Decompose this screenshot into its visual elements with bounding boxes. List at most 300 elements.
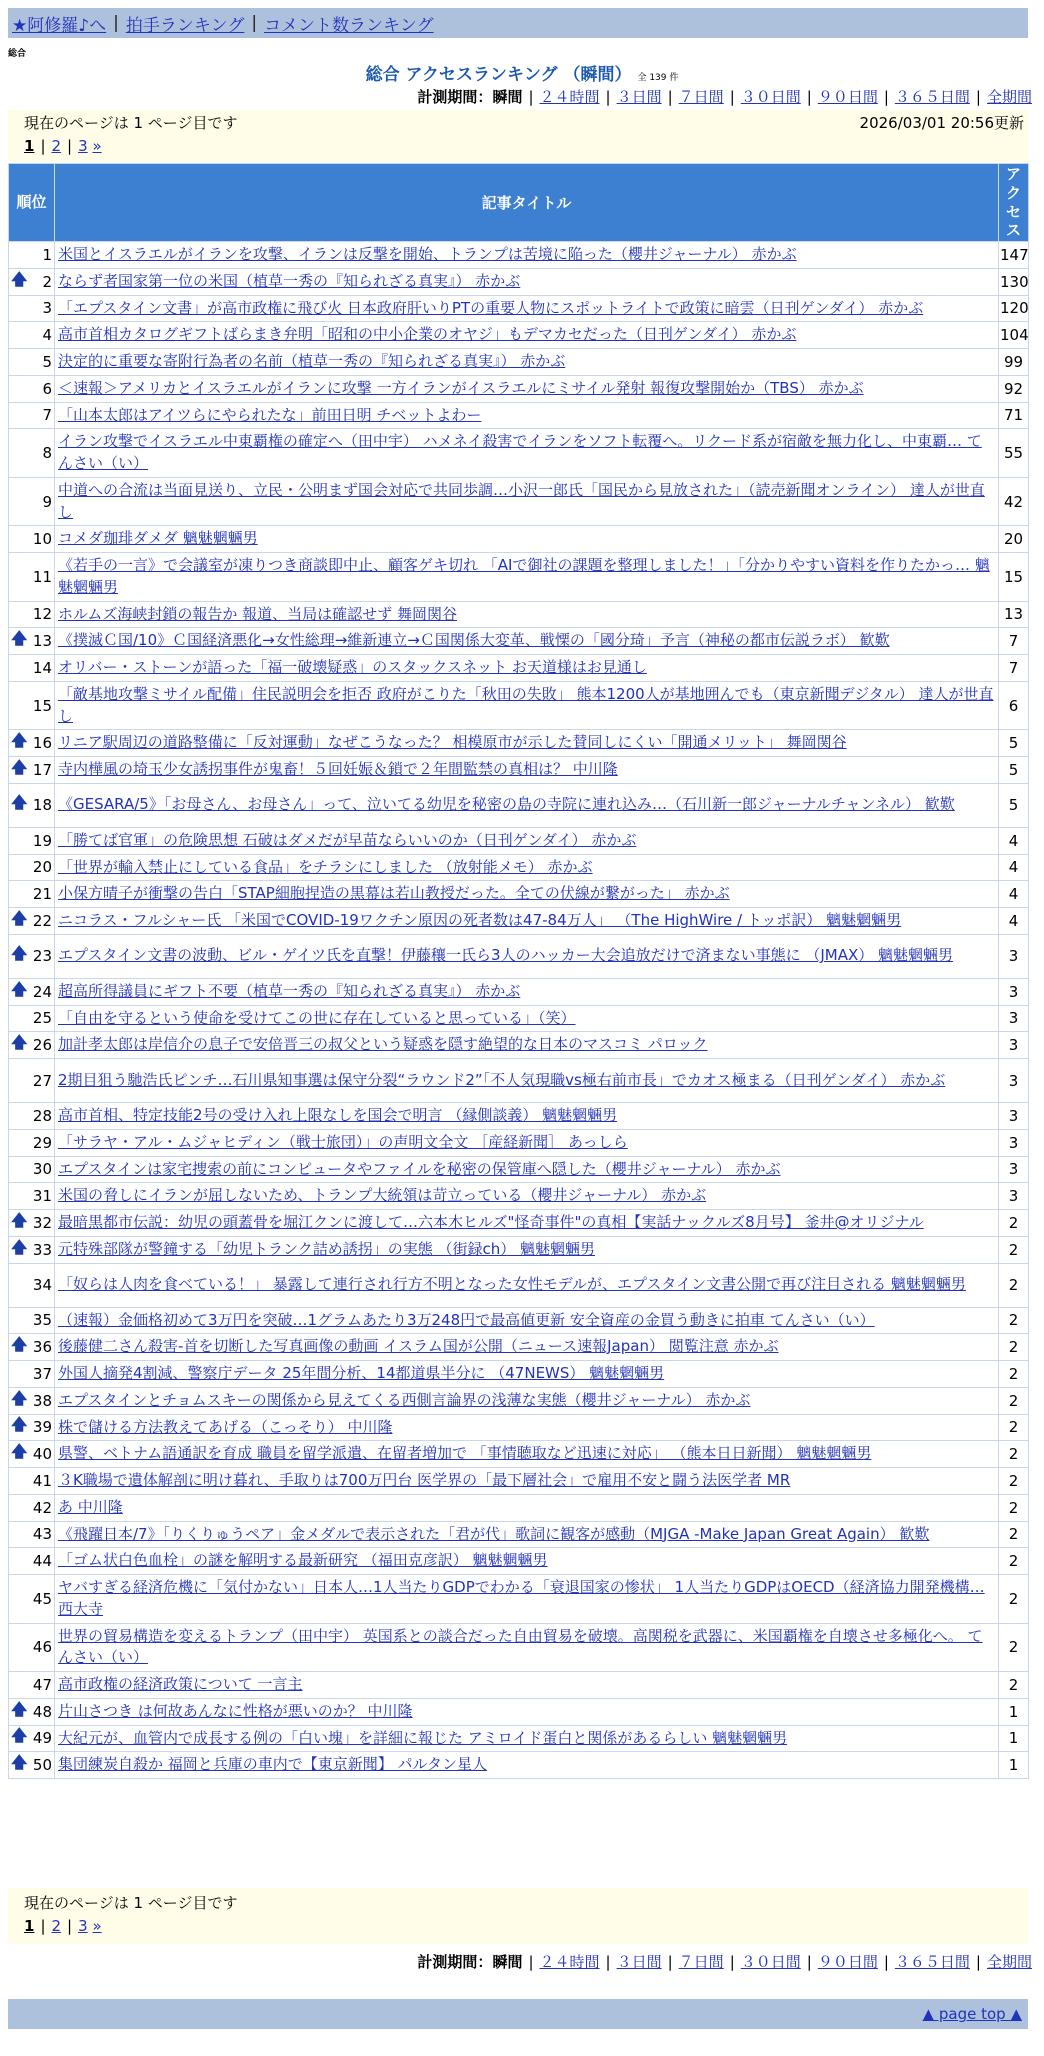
access-count: 3 (999, 934, 1029, 978)
period-link[interactable]: ７日間 (678, 1953, 724, 1971)
period-current: 瞬間 (492, 1953, 523, 1971)
access-count: 5 (999, 757, 1029, 784)
access-count: 2 (999, 1210, 1029, 1237)
ranking-row (9, 1307, 1029, 1334)
pager-link[interactable]: 2 (51, 137, 62, 155)
page-status-text: 現在のページは 1 ページ目です (24, 114, 238, 132)
period-separator: | (528, 88, 534, 106)
title-cell (55, 1387, 999, 1414)
access-count: 147 (999, 242, 1029, 269)
article-link[interactable]: リニア駅周辺の道路整備に「反対運動」なぜこうなった？ 相模原市が示した賛同しにくい「開通メリット」 舞岡関谷 (58, 733, 847, 752)
rank-number: 35 (32, 1311, 52, 1330)
access-count: 4 (999, 881, 1029, 908)
access-count: 3 (999, 1156, 1029, 1183)
article-link[interactable]: 決定的に重要な寄附行為者の名前（植草一秀の『知られざる真実』） 赤かぶ (58, 352, 566, 370)
ranking-row (9, 655, 1029, 682)
access-count: 130 (999, 268, 1029, 295)
rank-cell (9, 1752, 55, 1779)
article-link[interactable]: 株で儲ける方法教えてあげる（こっそり） 中川隆 (58, 1417, 393, 1436)
article-link[interactable]: 米国の脅しにイランが屈しないため、トランプ大統領は苛立っている（櫻井ジャーナル） 赤かぶ (58, 1186, 707, 1205)
article-link[interactable]: イラン攻撃でイスラエル中東覇権の確定へ（田中宇） ハメネイ殺害でイランをソフト転覆へ。リクード系が宿敵を無力化し、中東覇… てんさい（い） (58, 432, 982, 472)
article-link[interactable]: 高市首相、特定技能2号の受け入れ上限なしを国会で明言 （縁側談義） 魑魅魍魎男 (58, 1106, 618, 1124)
article-link[interactable]: オリバー・ストーンが語った「福一破壊疑惑」のスタックスネット お天道様はお見通し (58, 658, 647, 676)
article-link[interactable]: 中道への合流は当面見送り、立民・公明まず国会対応で共同歩調…小沢一郎氏「国民から見放された」（読売新聞オンライン） 達人が世直し (58, 480, 985, 521)
rank-cell (9, 242, 55, 269)
rank-cell (9, 1210, 55, 1237)
ranking-title-line (0, 60, 1044, 85)
ranking-row (9, 553, 1029, 602)
title-cell (55, 295, 999, 322)
period-separator: | (605, 1953, 611, 1971)
period-separator: | (883, 88, 889, 106)
comment-ranking-link[interactable]: コメント数ランキング (264, 15, 434, 36)
rank-number: 34 (32, 1276, 52, 1294)
access-count: 2 (999, 1361, 1029, 1388)
period-link[interactable]: ９０日間 (817, 1953, 878, 1971)
rank-number: 37 (32, 1364, 52, 1383)
page-status-top (8, 110, 1028, 162)
rank-cell (9, 1361, 55, 1388)
rank-cell (9, 1334, 55, 1361)
pager (24, 1917, 1028, 1935)
rank-number: 33 (32, 1240, 52, 1259)
article-link[interactable]: 「サラヤ・アル・ムジャヒディン（戦士旅団）」の声明文全文 ［産経新聞］ あっしら (58, 1132, 628, 1151)
period-label: 計測期間： (417, 88, 493, 106)
title-cell (55, 1263, 999, 1307)
article-link[interactable]: 「自由を守るという使命を受けてこの世に存在していると思っている」（笑） (58, 1008, 576, 1027)
article-link[interactable]: 高市政権の経済政策について 一言主 (58, 1675, 303, 1693)
ranking-row (9, 526, 1029, 553)
article-link[interactable]: 外国人摘発4割減、警察庁データ 25年間分析、14都道県半分に （47NEWS） 魑魅魍魎男 (58, 1364, 665, 1382)
pager-current: 1 (24, 137, 35, 155)
period-separator: | (975, 88, 981, 106)
title-cell (55, 881, 999, 908)
period-separator: | (528, 1953, 534, 1971)
pager-current: 1 (24, 1917, 35, 1935)
article-link[interactable]: （速報）金価格初めて3万円を突破…1グラムあたり3万248円で最高値更新 安全資産の金買う動きに拍車 てんさい（い） (58, 1310, 875, 1329)
pager-separator: | (67, 1917, 73, 1935)
rank-cell (9, 268, 55, 295)
title-cell (55, 1494, 999, 1521)
rank-up-arrow-icon: 🡅 (11, 1752, 28, 1772)
article-link[interactable]: 「世界が輸入禁止にしている食品」をチラシにしました （放射能メモ） 赤かぶ (58, 857, 593, 876)
article-link[interactable]: 後藤健二さん殺害-首を切断した写真画像の動画 イスラム国が公開（ニュース速報Japan） 閲覧注意 赤かぶ (58, 1337, 779, 1356)
rank-cell (9, 1672, 55, 1699)
rank-number: 48 (32, 1702, 52, 1721)
title-cell (55, 477, 999, 526)
ranking-title: 総合 アクセスランキング （瞬間） (365, 65, 632, 85)
nav-separator: | (113, 13, 119, 33)
rank-cell (9, 553, 55, 602)
rank-number: 44 (32, 1552, 52, 1571)
rank-number: 28 (32, 1106, 52, 1125)
rank-number: 10 (32, 530, 52, 549)
period-link[interactable]: ３日間 (616, 88, 662, 106)
title-cell (55, 349, 999, 376)
rank-up-arrow-icon: 🡅 (11, 1414, 28, 1434)
rank-number: 11 (32, 567, 52, 586)
rank-cell (9, 1183, 55, 1210)
title-cell (55, 757, 999, 784)
rank-number: 42 (32, 1498, 52, 1517)
title-cell (55, 1103, 999, 1130)
ranking-row (9, 978, 1029, 1005)
rank-cell (9, 1032, 55, 1059)
access-count: 120 (999, 295, 1029, 322)
article-link[interactable]: 超高所得議員にギフト不要（植草一秀の『知られざる真実』） 赤かぶ (58, 981, 521, 1000)
ranking-row (9, 1672, 1029, 1699)
access-count: 2 (999, 1441, 1029, 1468)
ranking-row (9, 349, 1029, 376)
title-cell (55, 1725, 999, 1752)
period-label: 計測期間： (417, 1953, 493, 1971)
period-separator: | (729, 1953, 735, 1971)
article-link[interactable]: ヤバすぎる経済危機に「気付かない」日本人…1人当たりGDPでわかる「衰退国家の惨状」 1人当たりGDPはOECD（経済協力開発機構… 西大寺 (58, 1578, 985, 1618)
rank-up-arrow-icon: 🡅 (11, 1237, 28, 1257)
period-link[interactable]: ３６５日間 (894, 88, 970, 106)
access-count: 2 (999, 1548, 1029, 1575)
home-link[interactable]: ★阿修羅♪へ (12, 15, 107, 36)
access-count: 2 (999, 1494, 1029, 1521)
rank-header: 順位 (9, 164, 55, 242)
title-header: 記事タイトル (55, 164, 999, 242)
access-count: 1 (999, 1752, 1029, 1779)
article-link[interactable]: エプスタインは家宅捜索の前にコンピュータやファイルを秘密の保管庫へ隠した（櫻井ジャーナル） 赤かぶ (58, 1159, 781, 1178)
article-link[interactable]: 「山本太郎はアイツらにやられたな」前田日明 チベットよわー (58, 405, 482, 424)
rank-up-arrow-icon: 🡅 (11, 757, 28, 777)
rank-number: 12 (32, 605, 52, 624)
rank-cell (9, 1129, 55, 1156)
access-count: 92 (999, 375, 1029, 402)
ranking-row (9, 628, 1029, 655)
period-link[interactable]: ９０日間 (817, 88, 878, 106)
rank-number: 26 (32, 1036, 52, 1055)
rank-number: 18 (32, 796, 52, 815)
ranking-row (9, 268, 1029, 295)
article-link[interactable]: コメダ珈琲ダメダ 魑魅魍魎男 (58, 529, 258, 548)
rank-number: 47 (32, 1675, 52, 1694)
rank-number: 7 (42, 406, 52, 425)
pager-link[interactable]: 3 (78, 1917, 88, 1935)
pager-next-link[interactable]: » (92, 1917, 102, 1935)
rank-cell (9, 628, 55, 655)
period-selector-bottom (417, 1951, 1032, 1972)
article-link[interactable]: 片山さつき は何故あんなに性格が悪いのか？ 中川隆 (58, 1701, 413, 1720)
rank-number: 49 (32, 1729, 52, 1748)
title-cell (55, 1059, 999, 1103)
ranking-row (9, 1183, 1029, 1210)
access-count: 3 (999, 1129, 1029, 1156)
period-separator: | (667, 88, 673, 106)
rank-up-arrow-icon: 🡅 (11, 1725, 28, 1745)
page-top-link[interactable]: ▲ page top ▲ (922, 2005, 1022, 2023)
article-link[interactable]: 「エプスタイン文書」が高市政権に飛び火 日本政府肝いりPTの重要人物にスポットライトで政策に暗雲（日刊ゲンダイ） 赤かぶ (58, 298, 924, 317)
period-link[interactable]: 全期間 (986, 1953, 1032, 1971)
ranking-row (9, 934, 1029, 978)
article-link[interactable]: 《飛躍日本/7》「りくりゅうペア」金メダルで表示された「君が代」歌詞に観客が感動（MJGA -Make Japan Great Again） 歓歎 (58, 1524, 930, 1543)
rank-cell (9, 1263, 55, 1307)
title-cell (55, 1414, 999, 1441)
rank-up-arrow-icon: 🡅 (11, 1032, 28, 1052)
period-link[interactable]: ２４時間 (539, 1953, 600, 1971)
period-link[interactable]: ７日間 (678, 88, 724, 106)
article-link[interactable]: 大紀元が、血管内で成長する例の「白い塊」を詳細に報じた アミロイド蛋白と関係があるらしい 魑魅魍魎男 (58, 1728, 788, 1747)
access-count: 2 (999, 1468, 1029, 1495)
rank-cell (9, 429, 55, 478)
access-count: 4 (999, 854, 1029, 881)
access-count: 1 (999, 1725, 1029, 1752)
rank-cell (9, 375, 55, 402)
access-count: 13 (999, 601, 1029, 628)
ranking-row (9, 1387, 1029, 1414)
rank-number: 2 (42, 272, 52, 291)
rank-cell (9, 1236, 55, 1263)
title-cell (55, 242, 999, 269)
ranking-row (9, 1441, 1029, 1468)
article-link[interactable]: ニコラス・フルシャー氏 「米国でCOVID-19ワクチン原因の死者数は47-84万人」 （The HighWire / トッポ訳） 魑魅魍魎男 (58, 911, 902, 929)
ranking-row (9, 783, 1029, 827)
title-cell (55, 655, 999, 682)
period-link[interactable]: 全期間 (986, 88, 1032, 106)
access-count: 3 (999, 1183, 1029, 1210)
ranking-table (8, 163, 1029, 1779)
title-cell (55, 1468, 999, 1495)
ranking-row (9, 827, 1029, 854)
rank-cell (9, 1725, 55, 1752)
article-link[interactable]: 集団練炭自殺か 福岡と兵庫の車内で【東京新聞】 パルタン星人 (58, 1755, 487, 1774)
title-cell (55, 1623, 999, 1672)
rank-number: 14 (32, 658, 52, 677)
ranking-row (9, 1263, 1029, 1307)
period-separator: | (667, 1953, 673, 1971)
ranking-row (9, 1414, 1029, 1441)
rank-number: 15 (32, 696, 52, 715)
article-link[interactable]: 寺内樺風の埼玉少女誘拐事件が鬼畜！５回妊娠＆鎖で２年間監禁の真相は？ 中川隆 (58, 760, 618, 778)
article-link[interactable]: 元特殊部隊が警鐘する「幼児トランク詰め誘拐」の実態 （街録ch） 魑魅魍魎男 (58, 1239, 595, 1258)
access-count: 2 (999, 1387, 1029, 1414)
article-link[interactable]: 米国とイスラエルがイランを攻撃、イランは反撃を開始、トランプは苦境に陥った（櫻井ジャーナル） 赤かぶ (58, 245, 797, 263)
rank-number: 46 (32, 1638, 52, 1657)
top-nav-bar (8, 8, 1028, 38)
period-separator: | (975, 1953, 981, 1971)
rank-up-arrow-icon: 🡅 (11, 1334, 28, 1354)
rank-cell (9, 402, 55, 429)
title-cell (55, 429, 999, 478)
rank-cell (9, 1005, 55, 1032)
rank-number: 27 (32, 1071, 52, 1090)
rank-number: 50 (32, 1756, 52, 1775)
access-count: 55 (999, 429, 1029, 478)
title-cell (55, 375, 999, 402)
rank-up-arrow-icon: 🡅 (11, 979, 28, 999)
rank-cell (9, 881, 55, 908)
pager-link[interactable]: 2 (51, 1917, 62, 1935)
article-link[interactable]: 「ゴム状白色血栓」の謎を解明する最新研究 （福田克彦訳） 魑魅魍魎男 (58, 1551, 548, 1570)
period-separator: | (605, 88, 611, 106)
title-cell (55, 1129, 999, 1156)
period-link[interactable]: ３日間 (616, 1953, 662, 1971)
title-cell (55, 1210, 999, 1237)
rank-number: 25 (32, 1009, 52, 1028)
article-link[interactable]: ホルムズ海峡封鎖の報告か 報道、当局は確認せず 舞岡関谷 (58, 604, 457, 623)
rank-cell (9, 1103, 55, 1130)
rank-number: 5 (42, 352, 52, 371)
access-count: 2 (999, 1521, 1029, 1548)
article-link[interactable]: 高市首相カタログギフトばらまき弁明「昭和の中小企業のオヤジ」もデマカセだった（日刊ゲンダイ） 赤かぶ (58, 325, 797, 344)
title-cell (55, 1752, 999, 1779)
period-link[interactable]: ３０日間 (740, 1953, 801, 1971)
rank-number: 40 (32, 1445, 52, 1464)
rank-number: 19 (32, 831, 52, 850)
article-link[interactable]: エプスタイン文書の波動、ビル・ゲイツ氏を直撃！伊藤穰一氏ら3人のハッカー大会追放だけで済まない事態に （JMAX） 魑魅魍魎男 (58, 946, 954, 965)
article-link[interactable]: 最暗黒都市伝説：幼児の頭蓋骨を堀江クンに渡して…六本木ヒルズ"怪奇事件"の真相【実話ナックルズ8月号】 釜井@オリジナル (58, 1213, 924, 1231)
rank-up-arrow-icon: 🡅 (11, 908, 28, 928)
title-cell (55, 827, 999, 854)
rank-number: 1 (42, 245, 52, 264)
ranking-row (9, 477, 1029, 526)
article-link[interactable]: あ 中川隆 (58, 1497, 123, 1516)
rank-number: 20 (32, 858, 52, 877)
rank-number: 6 (42, 379, 52, 398)
rank-number: 43 (32, 1525, 52, 1544)
title-cell (55, 1361, 999, 1388)
pager (24, 137, 1028, 155)
ranking-row (9, 1361, 1029, 1388)
access-count: 2 (999, 1575, 1029, 1624)
rank-number: 36 (32, 1338, 52, 1357)
title-cell (55, 854, 999, 881)
article-link[interactable]: ＜速報＞アメリカとイスラエルがイランに攻撃 一方イランがイスラエルにミサイル発射 報復攻撃開始か（TBS） 赤かぶ (58, 378, 864, 397)
title-cell (55, 978, 999, 1005)
title-cell (55, 268, 999, 295)
access-count: 2 (999, 1334, 1029, 1361)
ranking-row (9, 1468, 1029, 1495)
title-cell (55, 601, 999, 628)
pager-next-link[interactable]: » (92, 137, 102, 155)
access-header: アクセス (999, 164, 1029, 242)
access-count: 4 (999, 908, 1029, 935)
ranking-row (9, 757, 1029, 784)
rank-cell (9, 1387, 55, 1414)
access-count: 42 (999, 477, 1029, 526)
pager-link[interactable]: 3 (78, 137, 88, 155)
article-link[interactable]: 《撲滅Ｃ国/10》Ｃ国経済悪化→女性総理→維新連立→Ｃ国関係大変革、戦慄の「國分琦」予言（神秘の都市伝説ラボ） 歓歎 (58, 631, 890, 650)
title-cell (55, 1672, 999, 1699)
rank-number: 21 (32, 885, 52, 904)
article-link[interactable]: 「奴らは人肉を食べている！」 暴露して連行され行方不明となった女性モデルが、エプスタイン文書公開で再び注目される 魑魅魍魎男 (58, 1275, 966, 1294)
rank-cell (9, 295, 55, 322)
title-cell (55, 730, 999, 757)
rank-cell (9, 477, 55, 526)
ranking-row (9, 1156, 1029, 1183)
rank-number: 3 (42, 299, 52, 318)
ranking-row (9, 1103, 1029, 1130)
access-count: 1 (999, 1698, 1029, 1725)
ranking-row (9, 881, 1029, 908)
ranking-row (9, 375, 1029, 402)
ranking-row (9, 681, 1029, 730)
title-cell (55, 1441, 999, 1468)
rank-cell (9, 854, 55, 881)
access-count: 3 (999, 1032, 1029, 1059)
period-link[interactable]: ３０日間 (740, 88, 801, 106)
period-link[interactable]: ２４時間 (539, 88, 600, 106)
ranking-row (9, 1494, 1029, 1521)
article-link[interactable]: 県警、ベトナム語通訳を育成 職員を留学派遣、在留者増加で 「事情聴取など迅速に対応」 （熊本日日新聞） 魑魅魍魎男 (58, 1444, 872, 1463)
article-link[interactable]: 世界の貿易構造を変えるトランプ（田中宇） 英国系との談合だった自由貿易を破壊。高関税を武器に、米国覇権を自壊させ多極化へ。 てんさい（い） (58, 1626, 983, 1667)
ranking-row (9, 1236, 1029, 1263)
ranking-row (9, 730, 1029, 757)
pager-separator: | (40, 137, 46, 155)
access-count: 7 (999, 628, 1029, 655)
article-link[interactable]: ３K職場で遺体解剖に明け暮れ、手取りは700万円台 医学界の「最下層社会」で雇用不安と闘う法医学者 MR (58, 1471, 791, 1489)
article-link[interactable]: 「勝てば官軍」の危険思想 石破はダメだが早苗ならいいのか（日刊ゲンダイ） 赤かぶ (58, 830, 637, 849)
title-cell (55, 1005, 999, 1032)
rank-number: 32 (32, 1213, 52, 1232)
rank-cell (9, 1468, 55, 1495)
ranking-row (9, 908, 1029, 935)
title-cell (55, 1183, 999, 1210)
rank-number: 30 (32, 1160, 52, 1179)
title-cell (55, 1156, 999, 1183)
article-link[interactable]: 小保方晴子が衝撃の告白「STAP細胞捏造の黒幕は若山教授だった。全ての伏線が繋がった」 赤かぶ (58, 884, 730, 903)
rank-cell (9, 783, 55, 827)
nav-separator: | (251, 13, 258, 33)
access-count: 3 (999, 978, 1029, 1005)
ranking-row (9, 601, 1029, 628)
rank-cell (9, 827, 55, 854)
rank-cell (9, 978, 55, 1005)
ranking-row (9, 1210, 1029, 1237)
title-cell (55, 628, 999, 655)
rank-number: 13 (32, 632, 52, 651)
title-cell (55, 681, 999, 730)
article-link[interactable]: 「敵基地攻撃ミサイル配備」住民説明会を拒否 政府がこりた「秋田の失敗」 熊本1200人が基地囲んでも（東京新聞デジタル） 達人が世直し (58, 684, 994, 725)
ranking-row (9, 1334, 1029, 1361)
bottom-bar (8, 1999, 1028, 2029)
article-link[interactable]: 《GESARA/5》「お母さん、お母さん」って、泣いてる幼児を秘密の島の寺院に連れ込み…（石川新一郎ジャーナルチャンネル） 歓歎 (58, 795, 955, 814)
article-link[interactable]: 《若手の一言》で会議室が凍りつき商談即中止、顧客ゲキ切れ 「AIで御社の課題を整理しました！」「分かりやすい資料を作りたかっ… 魑魅魍魎男 (58, 556, 990, 596)
ranking-row (9, 1548, 1029, 1575)
rank-up-arrow-icon: 🡅 (11, 269, 28, 289)
article-link[interactable]: 加計孝太郎は岸信介の息子で安倍晋三の叔父という疑惑を隠す絶望的な日本のマスコミ パロック (58, 1035, 708, 1054)
rank-cell (9, 1441, 55, 1468)
article-link[interactable]: 2期目狙う馳浩氏ピンチ…石川県知事選は保守分裂“ラウンド2”「不人気現職vs極右前市長」でカオス極まる（日刊ゲンダイ） 赤かぶ (58, 1070, 946, 1089)
ranking-row (9, 854, 1029, 881)
rank-cell (9, 526, 55, 553)
applause-ranking-link[interactable]: 拍手ランキング (125, 15, 245, 36)
rank-number: 41 (32, 1471, 52, 1490)
category-label: 総合 (8, 49, 27, 59)
access-count: 71 (999, 402, 1029, 429)
rank-number: 31 (32, 1187, 52, 1206)
title-cell (55, 1698, 999, 1725)
period-separator: | (806, 88, 812, 106)
rank-cell (9, 601, 55, 628)
access-count: 2 (999, 1236, 1029, 1263)
ranking-row (9, 1575, 1029, 1624)
access-count: 3 (999, 1005, 1029, 1032)
article-link[interactable]: エプスタインとチョムスキーの関係から見えてくる西側言論界の浅薄な実態（櫻井ジャーナル） 赤かぶ (58, 1390, 751, 1409)
rank-up-arrow-icon: 🡅 (11, 1699, 28, 1719)
article-link[interactable]: ならず者国家第一位の米国（植草一秀の『知られざる真実』） 赤かぶ (58, 271, 521, 290)
title-cell (55, 402, 999, 429)
period-link[interactable]: ３６５日間 (894, 1953, 970, 1971)
pager-separator: | (40, 1917, 46, 1935)
title-cell (55, 1521, 999, 1548)
rank-cell (9, 757, 55, 784)
updated-time: 2026/03/01 20:56更新 (859, 114, 1024, 132)
